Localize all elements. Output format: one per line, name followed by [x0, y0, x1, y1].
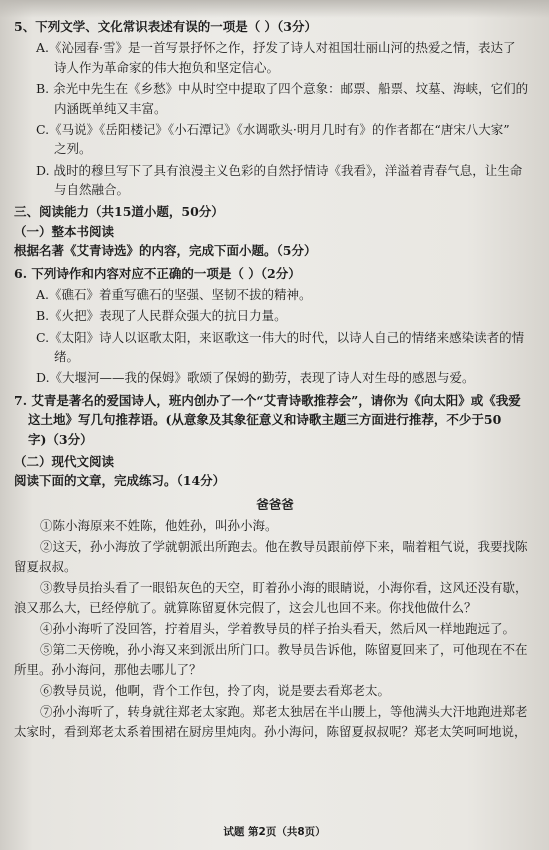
q6-stem: 6. 下列诗作和内容对应不正确的一项是（ ）（2分） [14, 265, 301, 281]
article-paragraph-3: ③教导员抬头看了一眼铅灰色的天空，盯着孙小海的眼睛说，小海你看，这风还没有歇， [40, 580, 528, 596]
q5-option-a-cont: 诗人作为革命家的伟大抱负和坚定信心。 [54, 59, 280, 75]
section-3-heading: 三、阅读能力（共15道小题，50分） [14, 204, 224, 220]
q5-option-c: C.《马说》《岳阳楼记》《小石潭记》《水调歌头·明月几时有》的作者都在“唐宋八大家” [36, 121, 510, 137]
q5-option-d: D. 战时的穆旦写下了具有浪漫主义色彩的自然抒情诗《我看》，洋溢着青春气息，让生命 [36, 162, 523, 178]
q5-option-b: B. 余光中先生在《乡愁》中从时空中提取了四个意象：邮票、船票、坟墓、海峡，它们的 [36, 81, 529, 97]
q6-option-b: B.《火把》表现了人民群众强大的抗日力量。 [36, 308, 287, 324]
article-paragraph-5: ⑤第二天傍晚，孙小海又来到派出所门口。教导员告诉他，陈留夏回来了，可他现在不在 [40, 642, 528, 658]
article-paragraph-7-cont: 太家时，看到郑老太系着围裙在厨房里炖肉。孙小海问，陈留夏叔叔呢？郑老太笑呵呵地说， [14, 723, 527, 739]
q7-stem: 7. 艾青是著名的爱国诗人，班内创办了一个“艾青诗歌推荐会”，请你为《向太阳》或《我爱 [14, 392, 521, 408]
article-paragraph-2-cont: 留夏叔叔。 [14, 558, 77, 574]
q6-option-c: C.《太阳》诗人以讴歌太阳，来讴歌这一伟大的时代，以诗人自己的情绪来感染读者的情 [36, 329, 525, 345]
q5-option-a: A.《沁园春·雪》是一首写景抒怀之作，抒发了诗人对祖国壮丽山河的热爱之情，表达了 [36, 40, 516, 56]
q5-option-d-cont: 与自然融合。 [54, 182, 130, 197]
article-paragraph-5-cont: 所里。孙小海问，那他去哪儿了？ [14, 661, 202, 677]
article-paragraph-7: ⑦孙小海听了，转身就往郑老太家跑。郑老太独居在半山腰上，等他满头大汗地跑进郑老 [40, 704, 528, 720]
q5-option-c-cont: 之列。 [54, 141, 92, 157]
part-1-intro: 根据名著《艾青诗选》的内容，完成下面小题。（5分） [14, 243, 317, 259]
exam-content [14, 14, 536, 741]
q5-stem: 5、下列文学、文化常识表述有误的一项是（ ）（3分） [14, 19, 317, 34]
article-title: 爸爸爸 [256, 496, 294, 512]
q6-option-d: D.《大堰河——我的保姆》歌颂了保姆的勤劳，表现了诗人对生母的感恩与爱。 [36, 370, 475, 386]
page-footer: 试题 第2页（共8页） [223, 826, 326, 838]
q7-stem-cont-1: 这土地》写几句推荐语。(从意象及其象征意义和诗歌主题三方面进行推荐，不少于50 [28, 412, 502, 428]
q7-stem-cont-2: 字)（3分） [28, 431, 93, 447]
q6-option-a: A.《礁石》着重写礁石的坚强、坚韧不拔的精神。 [36, 286, 312, 302]
q5-option-b-cont: 内涵既单纯又丰富。 [54, 100, 167, 116]
article-paragraph-6: ⑥教导员说，他啊，背个工作包，拎了肉，说是要去看郑老太。 [40, 683, 391, 698]
article-paragraph-1: ①陈小海原来不姓陈，他姓孙，叫孙小海。 [40, 518, 278, 533]
article-paragraph-2: ②这天，孙小海放了学就朝派出所跑去。他在教导员跟前停下来，喘着粗气说，我要找陈 [40, 539, 528, 555]
article-paragraph-4: ④孙小海听了没回答，拧着眉头，学着教导员的样子抬头看天，然后风一样地跑远了。 [40, 620, 516, 636]
q6-option-c-cont: 绪。 [54, 349, 80, 364]
part-2-intro: 阅读下面的文章，完成练习。（14分） [14, 473, 226, 489]
part-1-title: （一）整本书阅读 [14, 223, 115, 239]
part-2-title: （二）现代文阅读 [14, 453, 115, 469]
article-paragraph-3-cont: 浪又那么大，已经停航了。就算陈留夏休完假了，这会儿也回不来。你找他做什么？ [14, 599, 477, 615]
